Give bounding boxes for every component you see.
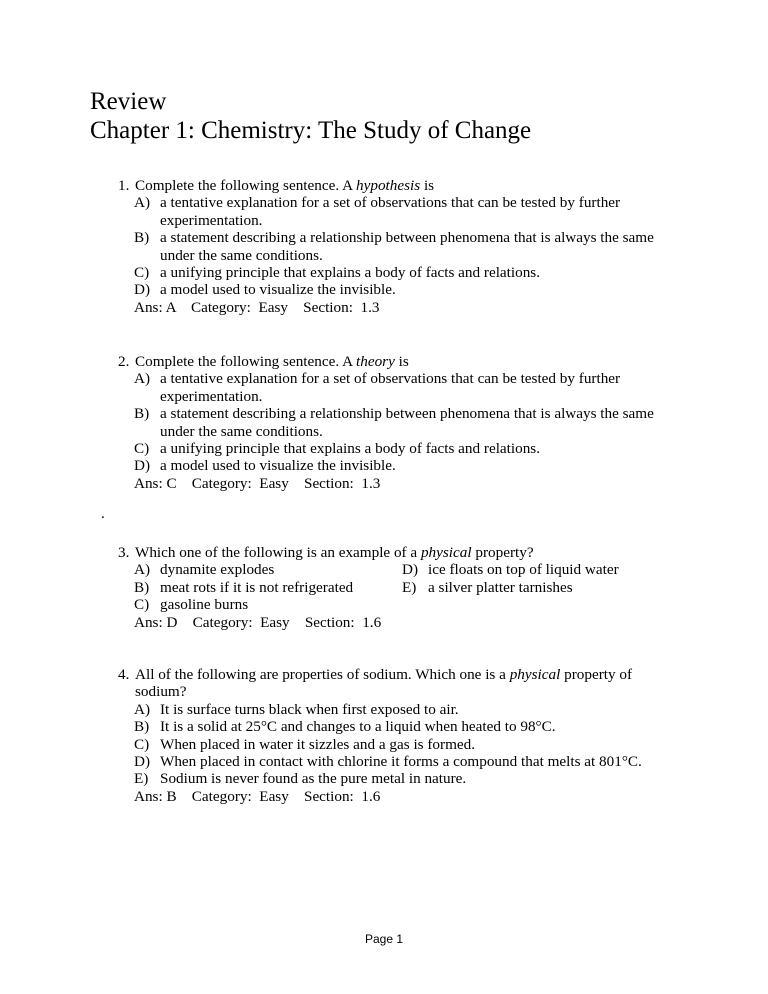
answer-option [118,281,678,298]
answer-key: Ans: C Category: Easy Section: 1.3 [134,474,381,492]
option-text: a statement describing a relationship between phenomena that is always the same under the same conditions. [160,405,654,440]
answer-option [118,229,678,264]
answer-option [134,596,402,613]
option-label: A) [134,194,151,212]
question-stem [118,177,678,194]
question-2 [118,353,678,492]
answer-option [402,579,682,596]
answer-option [402,561,682,578]
question-stem [118,353,678,370]
answer-option [118,194,678,229]
stray-period: . [101,506,105,522]
option-text: gasoline burns [160,596,249,614]
question-text: All of the following are properties of sodium. Which one is a physical property of sodium? [135,666,633,701]
option-text: It is a solid at 25°C and changes to a liquid when heated to 98°C. [160,718,556,736]
option-label: A) [134,370,151,388]
option-label: B) [134,405,150,423]
option-label: B) [134,718,150,736]
option-label: D) [134,281,151,299]
question-text: Complete the following sentence. A theory is [135,353,409,370]
answer-option [118,370,678,405]
option-text: When placed in water it sizzles and a gas is formed. [160,735,476,753]
answer-option [118,264,678,281]
option-text: ice floats on top of liquid water [428,561,619,579]
answer-option [134,579,402,596]
option-label: B) [134,578,150,596]
answer-option [118,457,678,474]
options-grid [118,561,678,613]
option-label: C) [134,735,150,753]
answer-key: Ans: D Category: Easy Section: 1.6 [134,613,382,631]
answer-option [118,753,678,770]
question-4 [118,666,678,805]
question-number: 4. [118,666,130,683]
question-text: Complete the following sentence. A hypothesis is [135,177,435,194]
answer-option [134,561,402,578]
answer-key: Ans: A Category: Easy Section: 1.3 [134,298,380,316]
answer-option [118,718,678,735]
answer-option [118,701,678,718]
option-text: Sodium is never found as the pure metal in nature. [160,770,467,788]
emphasized-term: theory [356,353,395,370]
option-label: B) [134,229,150,247]
option-text: meat rots if it is not refrigerated [160,578,354,596]
option-label: C) [134,440,150,458]
option-label: C) [134,596,150,614]
question-text: Which one of the following is an example of a physical property? [135,544,534,561]
emphasized-term: hypothesis [356,177,421,194]
option-label: A) [134,561,151,579]
emphasized-term: physical [509,666,561,683]
option-text: a silver platter tarnishes [428,578,573,596]
option-text: a unifying principle that explains a body of facts and relations. [160,264,540,282]
option-text: a unifying principle that explains a body of facts and relations. [160,440,540,458]
answer-option [118,736,678,753]
answer-option [118,440,678,457]
emphasized-term: physical [420,544,472,561]
option-text: It is surface turns black when first exposed to air. [160,700,459,718]
review-heading: Review [90,88,167,115]
question-stem [118,666,678,701]
page-number: Page 1 [364,932,404,946]
question-number: 2. [118,353,130,370]
option-text: When placed in contact with chlorine it forms a compound that melts at 801°C. [160,753,642,771]
answer-option [118,770,678,787]
option-text: a tentative explanation for a set of observations that can be tested by further experimentation. [160,194,621,229]
option-label: E) [134,770,149,788]
chapter-title: Chapter 1: Chemistry: The Study of Change [90,117,532,144]
option-text: a tentative explanation for a set of observations that can be tested by further experimentation. [160,370,621,405]
question-1 [118,177,678,316]
option-text: dynamite explodes [160,561,275,579]
option-text: a statement describing a relationship between phenomena that is always the same under the same conditions. [160,229,654,264]
question-number: 1. [118,177,130,194]
question-number: 3. [118,544,130,561]
option-text: a model used to visualize the invisible. [160,457,396,475]
option-label: C) [134,264,150,282]
option-text: a model used to visualize the invisible. [160,281,396,299]
option-label: A) [134,700,151,718]
answer-option [118,405,678,440]
option-label: D) [402,561,419,579]
option-label: D) [134,457,151,475]
option-label: D) [134,753,151,771]
option-label: E) [402,578,417,596]
question-stem [118,544,678,561]
answer-key: Ans: B Category: Easy Section: 1.6 [134,787,381,805]
question-3 [118,544,678,631]
